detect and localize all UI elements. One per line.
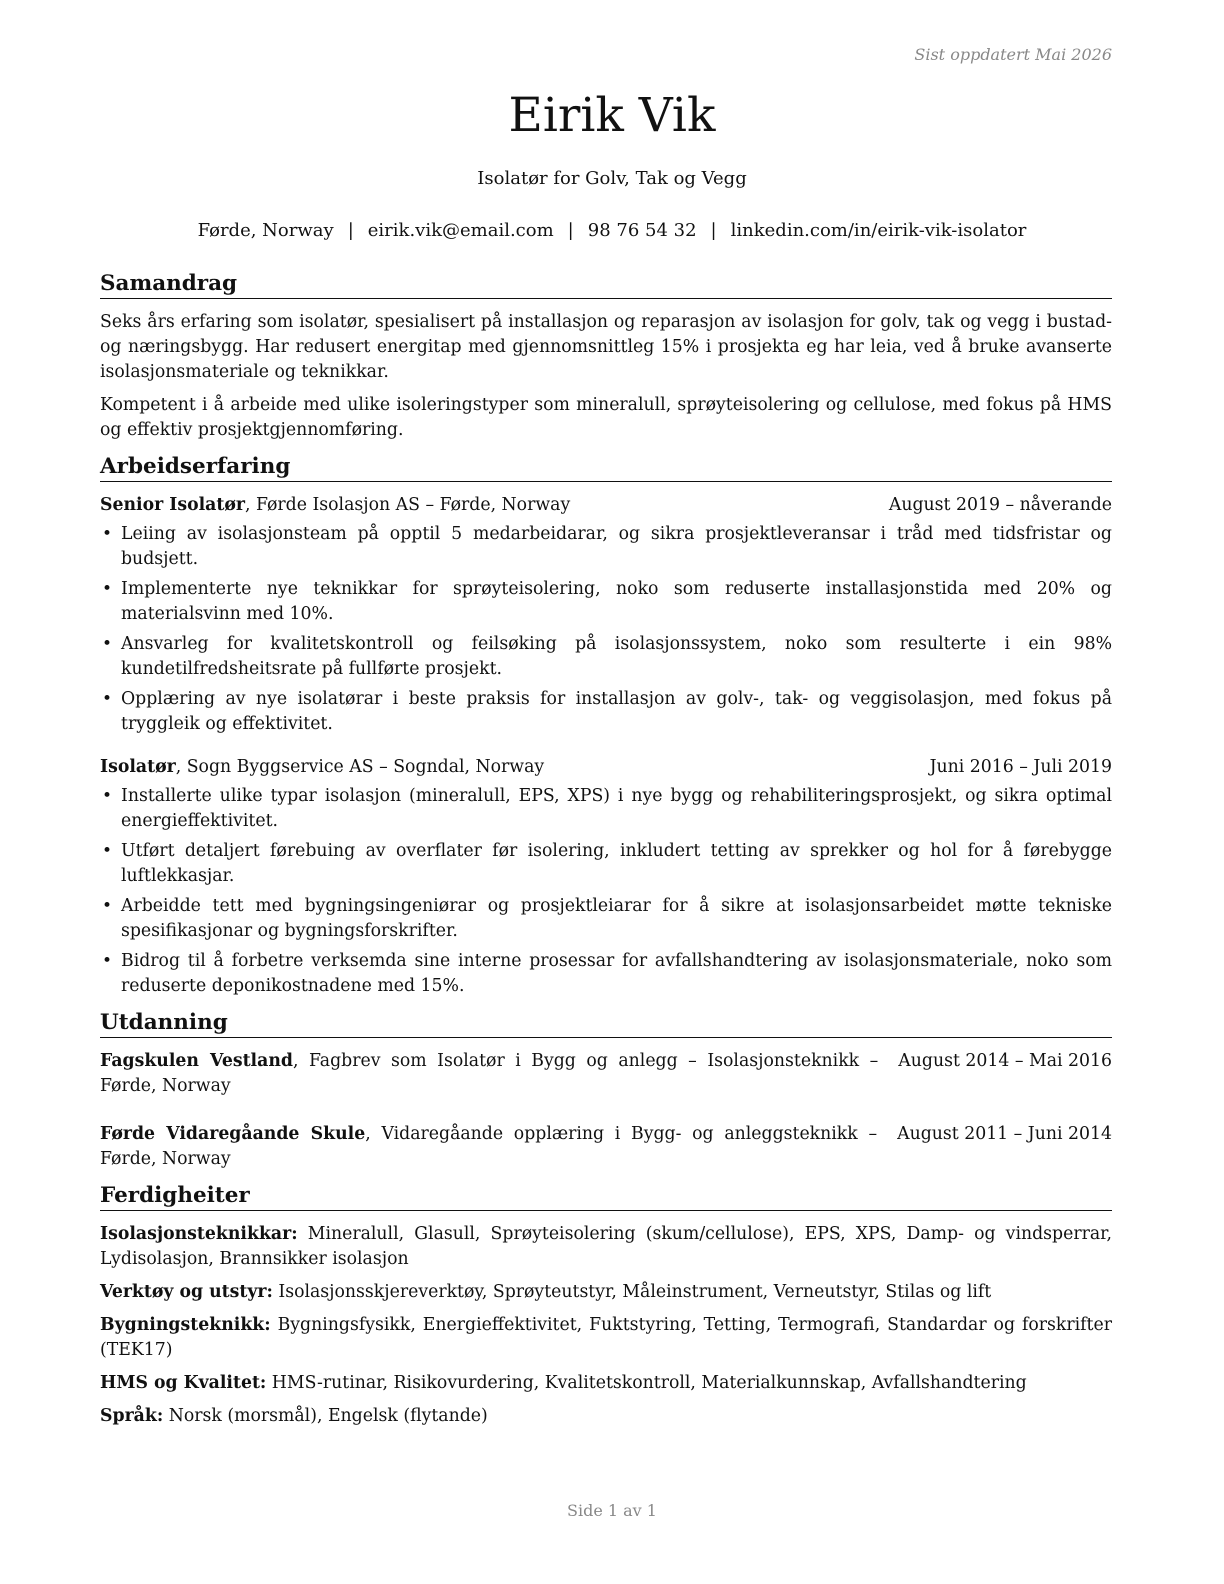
skill-row [100, 1222, 1112, 1272]
education-dates: August 2011 – Juni 2014 [897, 1124, 1112, 1144]
job-dates: August 2019 – nåverande [888, 495, 1112, 515]
bullet-icon: • [102, 524, 113, 544]
section-heading: Samandrag [100, 270, 1112, 299]
contact-separator: | [347, 220, 354, 241]
job-dates: Juni 2016 – Juli 2019 [929, 757, 1112, 777]
job-bullets [100, 522, 1112, 737]
bullet-icon: • [102, 786, 113, 806]
education-entry [100, 1122, 1112, 1172]
school-name: Fagskulen Vestland [100, 1051, 293, 1071]
skill-label: Språk: [100, 1406, 164, 1426]
experience-section [100, 453, 1112, 999]
section-heading: Utdanning [100, 1009, 1112, 1038]
job-entry [100, 755, 1112, 999]
last-updated: Sist oppdatert Mai 2026 [914, 45, 1112, 64]
education-dates: August 2014 – Mai 2016 [898, 1051, 1112, 1071]
contact-linkedin[interactable]: linkedin.com/in/eirik-vik-isolator [730, 220, 1027, 241]
contact-separator: | [710, 220, 717, 241]
skill-row [100, 1404, 1112, 1429]
job-header [100, 755, 1112, 780]
resume-content [100, 270, 1112, 1437]
skill-value: Norsk (morsmål), Engelsk (flytande) [163, 1406, 488, 1426]
job-title: Isolatør for Golv, Tak og Vegg [477, 168, 747, 189]
list-item: • Bidrog til å forbetre verksemda sine interne prosessar for avfallshandtering av isolasjonsmateriale, noko som reduserte deponikostnadene med 15%. [102, 951, 1112, 996]
education-entry [100, 1049, 1112, 1099]
list-item: • Installerte ulike typar isolasjon (mineralull, EPS, XPS) i nye bygg og rehabiliteringsprosjekt, og sikra optimal energieffektivitet. [102, 786, 1112, 831]
skill-label: Bygningsteknikk: [100, 1315, 271, 1335]
education-section [100, 1009, 1112, 1172]
skills-section [100, 1182, 1112, 1429]
summary-paragraph: Seks års erfaring som isolatør, spesialisert på installasjon og reparasjon av isolasjon for golv, tak og vegg i bustad- og næringsbygg. Har redusert energitap med gjennomsnittleg 15% i prosjekta eg har leia, ved å bruke avanserte isolasjonsmateriale og teknikkar. [100, 312, 1112, 382]
education-detail: , Vidaregåande opplæring i Bygg- og anleggsteknikk – Førde, Norway [100, 1124, 878, 1169]
skill-value: Mineralull, Glasull, Sprøyteisolering (skum/cellulose), EPS, XPS, Damp- og vindsperrar, Lydisolasjon, Brannsikker isolasjon [100, 1224, 1112, 1269]
job-role: Isolatør [100, 757, 176, 777]
contact-separator: | [567, 220, 574, 241]
bullet-icon: • [102, 896, 113, 916]
section-heading: Arbeidserfaring [100, 453, 1112, 482]
skill-row [100, 1280, 1112, 1305]
list-item: • Leiing av isolasjonsteam på opptil 5 medarbeidarar, og sikra prosjektleveransar i tråd med tidsfristar og budsjett. [102, 524, 1112, 569]
list-item: • Arbeidde tett med bygningsingeniørar og prosjektleiarar for å sikre at isolasjonsarbeidet møtte tekniske spesifikasjonar og bygningsforskrifter. [102, 896, 1112, 941]
contact-email[interactable]: eirik.vik@email.com [367, 220, 554, 241]
list-item: • Opplæring av nye isolatørar i beste praksis for installasjon av golv-, tak- og veggisolasjon, med fokus på tryggleik og effektivitet. [102, 689, 1112, 734]
list-item: • Implementerte nye teknikkar for sprøyteisolering, noko som reduserte installasjonstida med 20% og materialsvinn med 10%. [102, 579, 1112, 624]
skill-label: Verktøy og utstyr: [100, 1282, 273, 1302]
job-header [100, 493, 1112, 518]
bullet-icon: • [102, 841, 113, 861]
skill-value: Bygningsfysikk, Energieffektivitet, Fuktstyring, Tetting, Termografi, Standardar og forskrifter (TEK17) [100, 1315, 1112, 1360]
page-number: Side 1 av 1 [567, 1501, 657, 1520]
bullet-icon: • [102, 579, 113, 599]
job-company: , Sogn Byggservice AS – Sogndal, Norway [175, 757, 545, 777]
school-name: Førde Vidaregåande Skule [100, 1124, 366, 1144]
skill-value: Isolasjonsskjereverktøy, Sprøyteutstyr, Måleinstrument, Verneutstyr, Stilas og lift [272, 1282, 992, 1302]
list-item: • Utført detaljert førebuing av overflater før isolering, inkludert tetting av sprekker og hol for å førebygge luftlekkasjar. [102, 841, 1112, 886]
bullet-icon: • [102, 689, 113, 709]
skill-label: Isolasjonsteknikkar: [100, 1224, 298, 1244]
job-role: Senior Isolatør [100, 495, 245, 515]
bullet-icon: • [102, 634, 113, 654]
skill-row [100, 1313, 1112, 1363]
job-company: , Førde Isolasjon AS – Førde, Norway [244, 495, 571, 515]
skill-value: HMS-rutinar, Risikovurdering, Kvalitetskontroll, Materialkunnskap, Avfallshandtering [266, 1373, 1027, 1393]
skill-label: HMS og Kvalitet: [100, 1373, 267, 1393]
education-detail: , Fagbrev som Isolatør i Bygg og anlegg – Isolasjonsteknikk – Førde, Norway [100, 1051, 879, 1096]
summary-paragraph: Kompetent i å arbeide med ulike isoleringstyper som mineralull, sprøyteisolering og cellulose, med fokus på HMS og effektiv prosjektgjennomføring. [100, 395, 1112, 440]
bullet-icon: • [102, 951, 113, 971]
job-entry [100, 493, 1112, 737]
skill-row [100, 1371, 1112, 1396]
contact-phone: 98 76 54 32 [587, 220, 697, 241]
list-item: • Ansvarleg for kvalitetskontroll og feilsøking på isolasjonssystem, noko som resulterte i ein 98% kundetilfredsheitsrate på fullførte prosjekt. [102, 634, 1112, 679]
contact-line [0, 219, 1224, 243]
contact-location: Førde, Norway [197, 220, 334, 241]
person-name: Eirik Vik [508, 88, 716, 143]
section-heading: Ferdigheiter [100, 1182, 1112, 1211]
summary-section [100, 270, 1112, 443]
job-bullets [100, 784, 1112, 999]
